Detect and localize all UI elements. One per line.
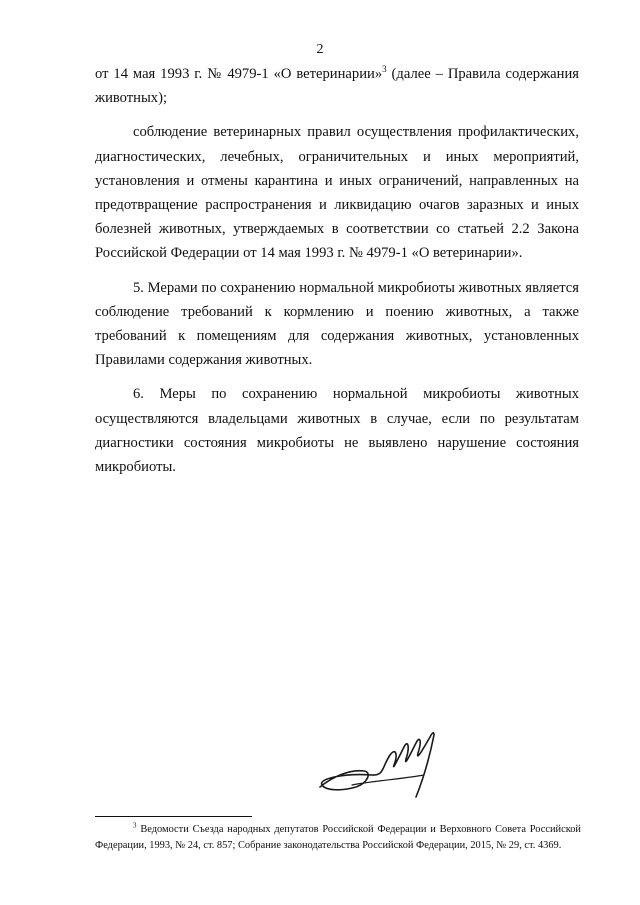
paragraph-item-6: 6. Меры по сохранению нормальной микробиоты животных осуществляются владельцами животных в случае, если по результатам диагностики состояния микробиоты не выявлено нарушение состояния микробиоты. [95, 386, 579, 476]
paragraph-text: (далее – Правила содержания животных); [95, 66, 579, 107]
footnote-separator [95, 816, 252, 817]
document-body [95, 62, 579, 479]
paragraph-item-5: 5. Мерами по сохранению нормальной микробиоты животных является соблюдение требований к кормлению и поению животных, а также требований к помещениям для содержания животных, установленных Правилами содержания животных. [95, 279, 579, 369]
paragraph-text: от 14 мая 1993 г. № 4979-1 «О ветеринарии» [95, 66, 383, 82]
paragraph-continuation [95, 62, 579, 110]
footnote-marker: 3 [133, 821, 137, 830]
paragraph-vet-rules: соблюдение ветеринарных правил осуществления профилактических, диагностических, лечебных, ограничительных и иных мероприятий, установления и отмены карантина и иных ограничений, направленных на предотвращение распространения и ликвидацию очагов заразных и иных болезней животных, утверждаемых в соответствии со статьей 2.2 Закона Российской Федерации от 14 мая 1993 г. № 4979-1 «О ветеринарии». [95, 124, 579, 262]
footnote [95, 822, 581, 854]
footnote-reference: 3 [382, 64, 387, 75]
signature [312, 725, 452, 805]
footnote-text: Ведомости Съезда народных депутатов Российской Федерации и Верховного Совета Российской Федерации, 1993, № 24, ст. 857; Собрание законодательства Российской Федерации, 2015, № 29, ст. 4369. [95, 824, 581, 851]
page-number: 2 [316, 42, 324, 57]
